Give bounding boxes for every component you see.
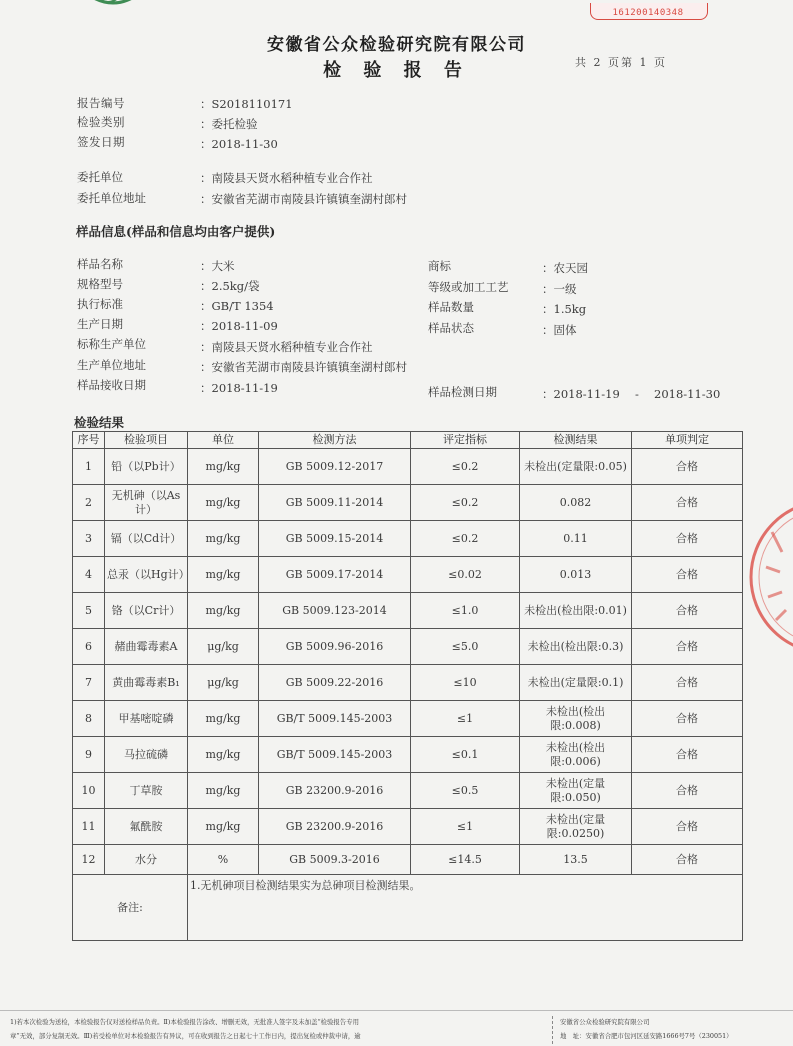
cell-result: 未检出(定量限:0.05) <box>520 449 632 485</box>
footer-note-line-2: 章”无效，部分复制无效。Ⅲ)若受检单位对本检验报告有异议，可在收到报告之日起七十工作日内，提出复检或仲裁申请，逾 <box>10 1032 361 1040</box>
cell-limit: ≤1 <box>411 809 520 845</box>
cell-method: GB 5009.96-2016 <box>259 629 411 665</box>
field-label: 签发日期 <box>77 135 125 149</box>
col-header: 检测方法 <box>259 432 411 449</box>
cell-index: 11 <box>73 809 105 845</box>
cell-index: 12 <box>73 845 105 875</box>
notes-text: 1.无机砷项目检测结果实为总砷项目检测结果。 <box>188 875 743 941</box>
col-header: 检测结果 <box>520 432 632 449</box>
sample-field-label: 等级或加工工艺 <box>428 280 509 294</box>
col-header: 单位 <box>188 432 259 449</box>
sample-field-label: 生产单位地址 <box>77 358 146 372</box>
cell-index: 9 <box>73 737 105 773</box>
cell-judgement: 合格 <box>632 629 743 665</box>
sample-field-value: ：2018-11-09 <box>200 319 278 333</box>
cell-method: GB 23200.9-2016 <box>259 809 411 845</box>
cell-limit: ≤1.0 <box>411 593 520 629</box>
institute-logo-icon <box>78 0 148 16</box>
serial-stamp <box>590 0 706 20</box>
cell-result: 13.5 <box>520 845 632 875</box>
col-header: 检验项目 <box>105 432 188 449</box>
cell-item: 无机砷（以As计） <box>105 485 188 521</box>
footer-note-line-1: 1)若本次检验为送检，本检验报告仅对送检样品负责。Ⅱ)本检验报告涂改、增删无效，无批准人签字及未加盖“检验报告专用 <box>10 1018 359 1026</box>
cell-result: 未检出(定量限:0.050) <box>520 773 632 809</box>
cell-judgement: 合格 <box>632 593 743 629</box>
cell-unit: mg/kg <box>188 485 259 521</box>
cell-item: 总汞（以Hg计） <box>105 557 188 593</box>
footer-org-name: 安徽省公众检验研究院有限公司 <box>560 1018 650 1026</box>
sample-field-value: ：2.5kg/袋 <box>200 279 260 293</box>
cell-limit: ≤0.2 <box>411 485 520 521</box>
col-header: 评定指标 <box>411 432 520 449</box>
cell-judgement: 合格 <box>632 557 743 593</box>
cell-unit: mg/kg <box>188 773 259 809</box>
cell-unit: mg/kg <box>188 557 259 593</box>
sample-field-label: 样品名称 <box>77 257 123 271</box>
page-count: 共 2 页第 1 页 <box>575 56 667 69</box>
results-table <box>72 431 743 941</box>
cell-unit: mg/kg <box>188 809 259 845</box>
cell-limit: ≤5.0 <box>411 629 520 665</box>
results-heading: 检验结果 <box>74 415 125 430</box>
cell-item: 马拉硫磷 <box>105 737 188 773</box>
org-title: 安徽省公众检验研究院有限公司 <box>267 35 526 55</box>
cell-limit: ≤14.5 <box>411 845 520 875</box>
sample-field-label: 标称生产单位 <box>77 337 146 351</box>
cell-method: GB 5009.123-2014 <box>259 593 411 629</box>
table-row <box>73 593 743 629</box>
cell-method: GB 5009.11-2014 <box>259 485 411 521</box>
cell-limit: ≤0.5 <box>411 773 520 809</box>
sample-info-heading: 样品信息(样品和信息均由客户提供) <box>76 224 276 239</box>
cell-index: 1 <box>73 449 105 485</box>
col-header: 单项判定 <box>632 432 743 449</box>
cell-method: GB/T 5009.145-2003 <box>259 737 411 773</box>
cell-judgement: 合格 <box>632 521 743 557</box>
cell-unit: μg/kg <box>188 629 259 665</box>
cell-index: 5 <box>73 593 105 629</box>
cell-index: 4 <box>73 557 105 593</box>
table-row <box>73 557 743 593</box>
cell-unit: mg/kg <box>188 593 259 629</box>
cell-judgement: 合格 <box>632 845 743 875</box>
report-number-row <box>77 95 125 111</box>
cell-limit: ≤10 <box>411 665 520 701</box>
sample-field-value: ：GB/T 1354 <box>200 299 274 313</box>
table-row <box>73 449 743 485</box>
cell-result: 0.11 <box>520 521 632 557</box>
report-number-value: ：S2018110171 <box>200 97 293 111</box>
cell-method: GB 5009.3-2016 <box>259 845 411 875</box>
client-label: 委托单位 <box>77 170 123 184</box>
table-row <box>73 485 743 521</box>
cell-item: 氟酰胺 <box>105 809 188 845</box>
cell-judgement: 合格 <box>632 773 743 809</box>
cell-method: GB 5009.17-2014 <box>259 557 411 593</box>
client-address-label: 委托单位地址 <box>77 191 146 205</box>
cell-index: 2 <box>73 485 105 521</box>
cell-index: 7 <box>73 665 105 701</box>
issue-date-row <box>77 134 125 150</box>
client-value: ：南陵县天贤水稻种植专业合作社 <box>200 171 373 185</box>
sample-field-value: ：安徽省芜湖市南陵县许镇镇奎湖村郎村 <box>200 360 407 374</box>
cell-limit: ≤0.2 <box>411 449 520 485</box>
cell-method: GB 5009.12-2017 <box>259 449 411 485</box>
field-label: 报告编号 <box>77 96 125 110</box>
cell-index: 6 <box>73 629 105 665</box>
cell-limit: ≤1 <box>411 701 520 737</box>
table-row <box>73 521 743 557</box>
table-row <box>73 773 743 809</box>
report-title: 检 验 报 告 <box>323 60 470 81</box>
cell-method: GB 5009.15-2014 <box>259 521 411 557</box>
cell-result: 未检出(检出限:0.01) <box>520 593 632 629</box>
official-seal-stamp <box>742 492 793 662</box>
cell-result: 未检出(检出限:0.008) <box>520 701 632 737</box>
sample-field-value: ：大米 <box>200 259 235 273</box>
cell-method: GB 5009.22-2016 <box>259 665 411 701</box>
sample-field-label: 样品状态 <box>428 321 474 335</box>
cell-judgement: 合格 <box>632 701 743 737</box>
sample-field-label: 样品数量 <box>428 300 474 314</box>
sample-field-label: 规格型号 <box>77 277 123 291</box>
footer-address: 地 址：安徽省合肥市包河区延安路1666号7号（230051） <box>560 1032 733 1040</box>
sample-field-label: 商标 <box>428 259 451 273</box>
cell-index: 3 <box>73 521 105 557</box>
cell-result: 未检出(检出限:0.006) <box>520 737 632 773</box>
cell-limit: ≤0.2 <box>411 521 520 557</box>
cell-judgement: 合格 <box>632 809 743 845</box>
cell-limit: ≤0.02 <box>411 557 520 593</box>
cell-item: 丁草胺 <box>105 773 188 809</box>
sample-field-value: ：固体 <box>542 323 577 337</box>
table-row <box>73 629 743 665</box>
notes-label: 备注: <box>73 875 188 941</box>
cell-limit: ≤0.1 <box>411 737 520 773</box>
cell-judgement: 合格 <box>632 449 743 485</box>
table-header-row <box>73 432 743 449</box>
cell-unit: μg/kg <box>188 665 259 701</box>
cell-index: 10 <box>73 773 105 809</box>
cell-item: 铬（以Cr计） <box>105 593 188 629</box>
sample-field-label: 样品接收日期 <box>77 378 146 392</box>
footer-divider <box>0 1010 793 1011</box>
cell-unit: mg/kg <box>188 701 259 737</box>
cell-result: 未检出(定量限:0.0250) <box>520 809 632 845</box>
table-row <box>73 665 743 701</box>
sample-field-value: ：南陵县天贤水稻种植专业合作社 <box>200 340 373 354</box>
inspection-type-row <box>77 114 125 130</box>
cell-method: GB/T 5009.145-2003 <box>259 701 411 737</box>
cell-item: 赭曲霉毒素A <box>105 629 188 665</box>
cell-unit: mg/kg <box>188 737 259 773</box>
table-row <box>73 701 743 737</box>
cell-judgement: 合格 <box>632 737 743 773</box>
cell-result: 未检出(检出限:0.3) <box>520 629 632 665</box>
cell-method: GB 23200.9-2016 <box>259 773 411 809</box>
col-header: 序号 <box>73 432 105 449</box>
cell-item: 镉（以Cd计） <box>105 521 188 557</box>
test-date-value: ：2018-11-19 - 2018-11-30 <box>542 387 721 401</box>
sample-field-value: ：一级 <box>542 282 577 296</box>
sample-field-label: 生产日期 <box>77 317 123 331</box>
cell-result: 未检出(定量限:0.1) <box>520 665 632 701</box>
cell-item: 黄曲霉毒素B₁ <box>105 665 188 701</box>
table-row <box>73 845 743 875</box>
cell-item: 甲基嘧啶磷 <box>105 701 188 737</box>
footer-separator <box>552 1016 554 1044</box>
cell-unit: mg/kg <box>188 521 259 557</box>
cell-judgement: 合格 <box>632 665 743 701</box>
cell-judgement: 合格 <box>632 485 743 521</box>
sample-field-label: 执行标准 <box>77 297 123 311</box>
sample-field-value: ：2018-11-19 <box>200 381 278 395</box>
client-address-value: ：安徽省芜湖市南陵县许镇镇奎湖村郎村 <box>200 192 407 206</box>
inspection-type-value: ：委托检验 <box>200 117 258 131</box>
cell-item: 水分 <box>105 845 188 875</box>
cell-result: 0.013 <box>520 557 632 593</box>
table-row <box>73 809 743 845</box>
sample-field-value: ：农天园 <box>542 261 588 275</box>
sample-field-value: ：1.5kg <box>542 302 587 316</box>
cell-unit: mg/kg <box>188 449 259 485</box>
cell-result: 0.082 <box>520 485 632 521</box>
cell-index: 8 <box>73 701 105 737</box>
notes-row <box>73 875 743 941</box>
cell-item: 铅（以Pb计） <box>105 449 188 485</box>
serial-number: 161200140348 <box>612 8 684 18</box>
test-date-label: 样品检测日期 <box>428 385 497 399</box>
table-row <box>73 737 743 773</box>
issue-date-value: ：2018-11-30 <box>200 137 278 151</box>
cell-unit: % <box>188 845 259 875</box>
field-label: 检验类别 <box>77 115 125 129</box>
